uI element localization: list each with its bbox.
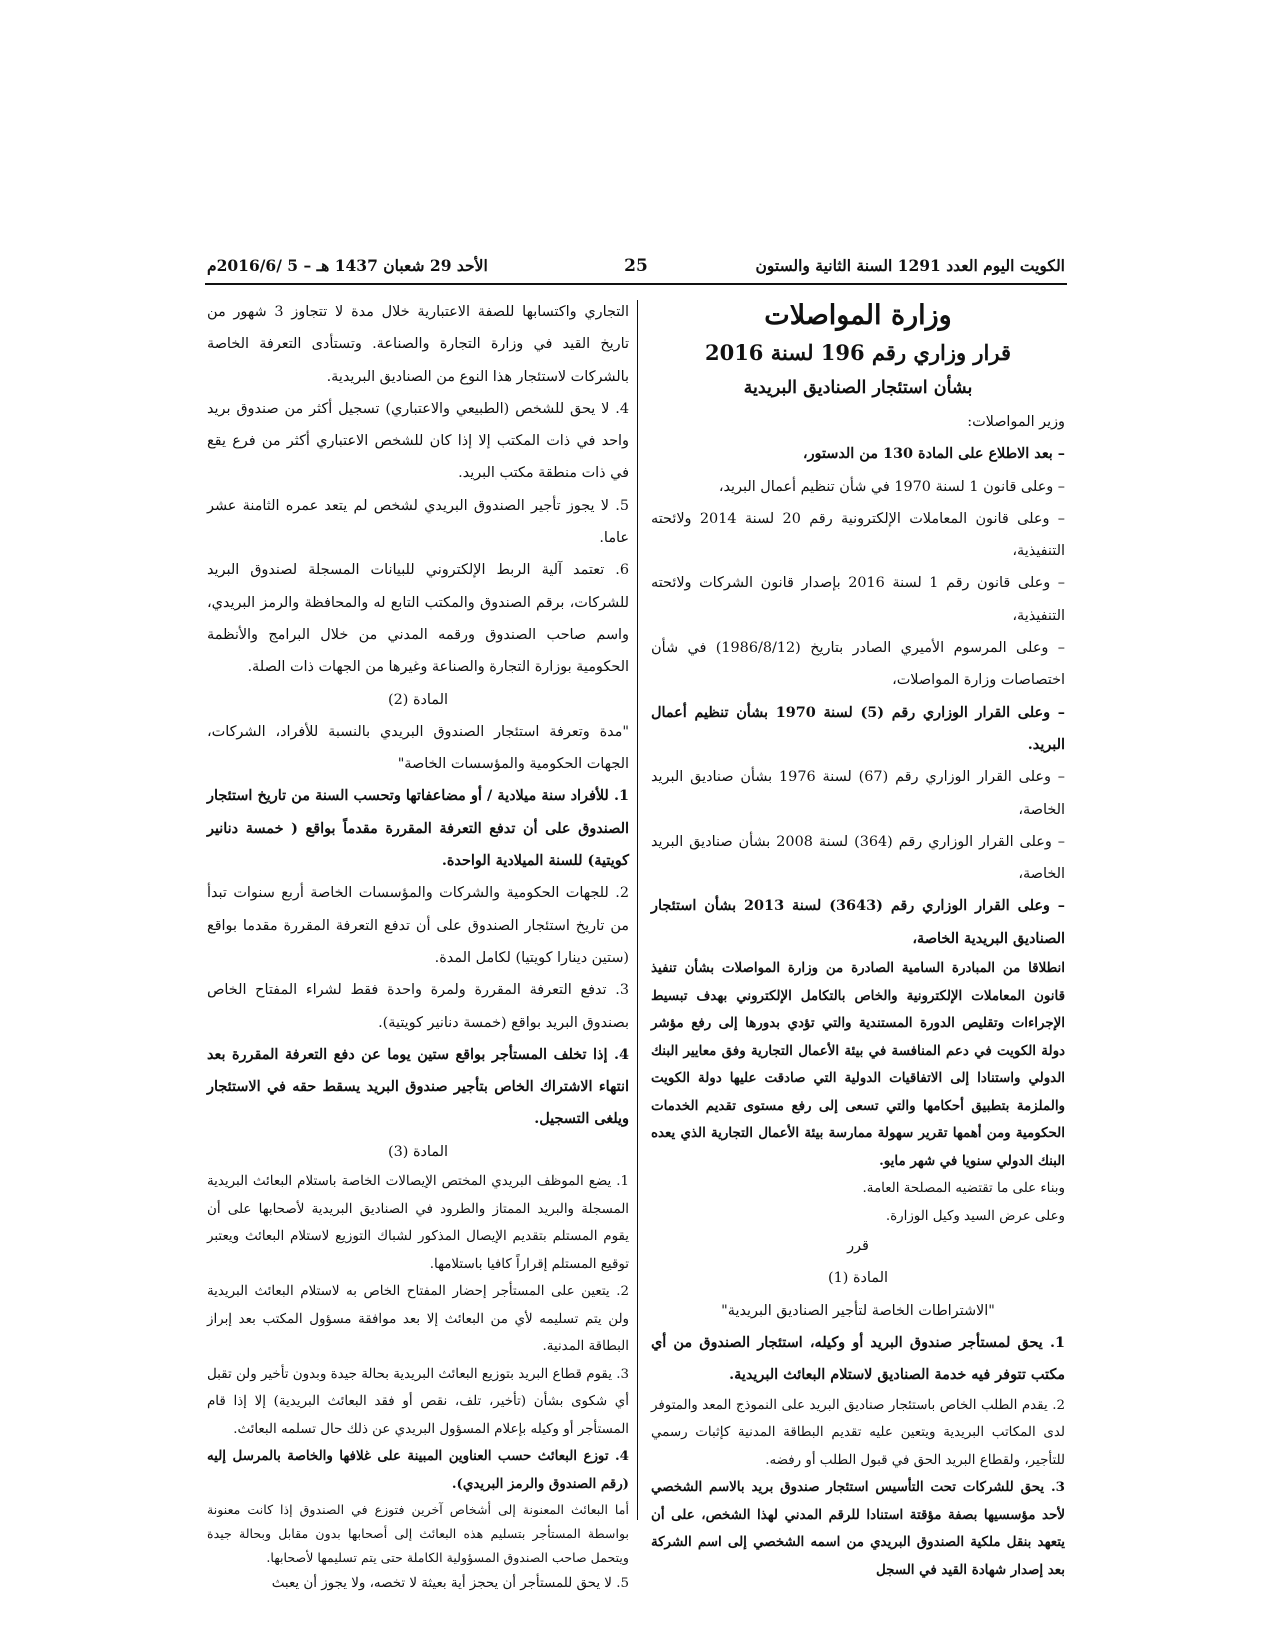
article-clause: 1. يحق لمستأجر صندوق البريد أو وكيله، استئجار الصندوق من أي مكتب تتوفر فيه خدمة الصناديق لاستلام البعائث البريدية. <box>651 1333 1065 1384</box>
article-heading: المادة (1) <box>827 1270 888 1287</box>
article-clause: 3. يحق للشركات تحت التأسيس استئجار صندوق بريد بالاسم الشخصي لأحد مؤسسيها بصفة مؤقتة استنادا للرقم المدني لهذا الشخص، على أن يتعهد بنقل ملكية الصندوق البريدي من اسمه الشخصي إلى اسم الشركة بعد إصدار شهادة القيد في السجل <box>651 1479 1065 1578</box>
article-clause: 5. لا يجوز تأجير الصندوق البريدي لشخص لم يتعد عمره الثامنة عشر عاما. <box>207 497 629 547</box>
article-clause: 2. يتعين على المستأجر إحضار المفتاح الخاص به لاستلام البعائث البريدية ولن يتم تسليمه لأي من البعائث إلا بعد موافقة مسؤول المكتب بعد إبراز البطاقة المدنية. <box>207 1284 629 1355</box>
article-clause: 3. يقوم قطاع البريد بتوزيع البعائث البريدية بحالة جيدة وبدون تأخير ولن تقبل أي شكوى بشأن (تأخير، تلف، نقص أو فقد البعائث البريدية) إلا إذا قام المستأجر أو وكيله بإعلام المسؤول البريدي عن ذلك حال تسلمه البعائث. <box>207 1366 629 1437</box>
header-gazette-issue: الكويت اليوم العدد 1291 السنة الثانية والستون <box>755 256 1065 275</box>
paragraph: – وعلى القرار الوزاري رقم (67) لسنة 1976 بشأن صناديق البريد الخاصة، <box>651 769 1065 818</box>
header-date: الأحد 29 شعبان 1437 هـ – 5 /2016/6م <box>207 256 488 275</box>
article-clause: 2. يقدم الطلب الخاص باستئجار صناديق البريد على النموذج المعد والمتوفر لدى المكاتب البريدية ويتعين عليه تقديم البطاقة المدنية كإثبات رسمي للتأجير، ولقطاع البريد الحق في قبول الطلب أو رفضه. <box>651 1397 1065 1468</box>
paragraph: – وعلى القرار الوزاري رقم (3643) لسنة 2013 بشأن استئجار الصناديق البريدية الخاصة، <box>651 897 1065 947</box>
paragraph: وعلى عرض السيد وكيل الوزارة. <box>885 1208 1065 1224</box>
article-clause: 4. لا يحق للشخص (الطبيعي والاعتباري) تسجيل أكثر من صندوق بريد واحد في ذات المكتب إلا إذا كان للشخص الاعتباري أكثر من فرع يقع في ذات منطقة مكتب البريد. <box>207 400 629 482</box>
article-clause: 3. تدفع التعرفة المقررة ولمرة واحدة فقط لشراء المفتاح الخاص بصندوق البريد بواقع (خمسة دنانير كويتية). <box>207 982 629 1031</box>
paragraph: – وعلى قانون 1 لسنة 1970 في شأن تنظيم أعمال البريد، <box>718 478 1065 495</box>
article-clause: 1. يضع الموظف البريدي المختص الإيصالات الخاصة باستلام البعائث البريدية المسجلة والبريد الممتاز والطرود في الصناديق البريدية لأصحابها على أن يقوم المستلم بتقديم الإيصال المذكور لشباك التوزيع لاستلام البعائث ويعتبر توقيع المستلم إقراراً كافيا باستلامها. <box>207 1174 629 1272</box>
paragraph: وزير المواصلات: <box>967 414 1065 430</box>
article-clause: 6. تعتمد آلية الربط الإلكتروني للبيانات المسجلة لصندوق البريد للشركات، برقم الصندوق والمكتب التابع له والمحافظة والرمز البريدي، واسم صاحب الصندوق ورقمه المدني من خلال البرامج والأنظمة الحكومية بوزارة التجارة والصناعة وغيرها من الجهات ذات الصلة. <box>207 562 629 676</box>
decree-subject: بشأن استئجار الصناديق البريدية <box>743 378 973 398</box>
paragraph: – وعلى القرار الوزاري رقم (5) لسنة 1970 بشأن تنظيم أعمال البريد. <box>651 703 1065 753</box>
paragraph: أما البعائث المعنونة إلى أشخاص آخرين فتوزع في الصندوق إذا كانت معنونة بواسطة المستأجر بتسليم هذه البعائث إلى أصحابها بدون مقابل وبحالة جيدة ويتحمل صاحب الصندوق المسؤولية الكاملة حتى يتم تسليمها لأصحابها. <box>207 1502 629 1566</box>
header-rule <box>205 283 1067 285</box>
column-divider <box>637 300 638 1520</box>
article-title: "الاشتراطات الخاصة لتأجير الصناديق البريدية" <box>721 1302 995 1319</box>
page-header <box>207 256 1065 280</box>
paragraph: وبناء على ما تقتضيه المصلحة العامة. <box>862 1181 1065 1197</box>
paragraph: انطلاقا من المبادرة السامية الصادرة من وزارة المواصلات بشأن تنفيذ قانون المعاملات الإلكترونية والخاص بالتكامل الإلكتروني بهدف تبسيط الإجراءات وتقليص الدورة المستندية والتي تؤدي بدورها إلى رفع مؤشر دولة الكويت في دعم المنافسة في بيئة الأعمال التجارية وفق معايير البنك الدولي واستنادا إلى الاتفاقيات الدولية التي صادقت عليها دولة الكويت والملزمة بتطبيق أحكامها والتي تسعى إلى رفع مستوى تقديم الخدمات الحكومية ومن أهمها تقرير سهولة ممارسة بيئة الأعمال التجارية الذي يعده البنك الدولي سنويا في شهر مايو. <box>651 960 1065 1169</box>
paragraph: – وعلى قانون المعاملات الإلكترونية رقم 20 لسنة 2014 ولائحته التنفيذية، <box>651 510 1065 560</box>
decree-title: قرار وزاري رقم 196 لسنة 2016 <box>704 340 1012 365</box>
paragraph: – وعلى قانون رقم 1 لسنة 2016 بإصدار قانون الشركات ولائحته التنفيذية، <box>651 575 1065 624</box>
page-number: 25 <box>624 256 648 276</box>
paragraph: التجاري واكتسابها للصفة الاعتبارية خلال مدة لا تتجاوز 3 شهور من تاريخ القيد في وزارة التجارة والصناعة. وتستأدى التعرفة الخاصة بالشركات لاستئجار هذا النوع من الصناديق البريدية. <box>207 304 629 385</box>
article-clause: 4. إذا تخلف المستأجر بواقع ستين يوما عن دفع التعرفة المقررة بعد انتهاء الاشتراك الخاص بتأجير صندوق البريد يسقط حقه في الاستئجار ويلغى التسجيل. <box>207 1045 629 1128</box>
article-title: "مدة وتعرفة استئجار الصندوق البريدي بالنسبة للأفراد، الشركات، الجهات الحكومية والمؤسسات الخاصة" <box>207 723 629 773</box>
decided-label: قرر <box>847 1238 869 1255</box>
article-clause: 4. توزع البعائث حسب العناوين المبينة على غلافها والخاصة بالمرسل إليه (رقم الصندوق والرمز البريدي). <box>207 1448 629 1492</box>
paragraph: – وعلى القرار الوزاري رقم (364) لسنة 2008 بشأن صناديق البريد الخاصة، <box>651 833 1065 883</box>
left-column <box>207 296 629 1598</box>
article-clause: 1. للأفراد سنة ميلادية / أو مضاعفاتها وتحسب السنة من تاريخ استئجار الصندوق على أن تدفع التعرفة المقررة مقدماً بواقع ( خمسة دنانير كويتية) للسنة الميلادية الواحدة. <box>207 787 629 870</box>
paragraph: – وعلى المرسوم الأميري الصادر بتاريخ (1986/8/12) في شأن اختصاصات وزارة المواصلات، <box>651 640 1065 689</box>
right-column <box>651 296 1065 1584</box>
article-clause: 5. لا يحق للمستأجر أن يحجز أية بعيثة لا تخصه، ولا يجوز أن يعبث <box>271 1576 629 1592</box>
article-heading: المادة (3) <box>387 1143 448 1160</box>
paragraph: – بعد الاطلاع على المادة 130 من الدستور، <box>802 445 1065 463</box>
article-heading: المادة (2) <box>387 691 448 708</box>
ministry-title: وزارة المواصلات <box>764 300 952 331</box>
article-clause: 2. للجهات الحكومية والشركات والمؤسسات الخاصة أربع سنوات تبدأ من تاريخ استئجار الصندوق على أن تدفع التعرفة المقررة مقدما بواقع (ستين دينارا كويتيا) لكامل المدة. <box>207 885 629 966</box>
